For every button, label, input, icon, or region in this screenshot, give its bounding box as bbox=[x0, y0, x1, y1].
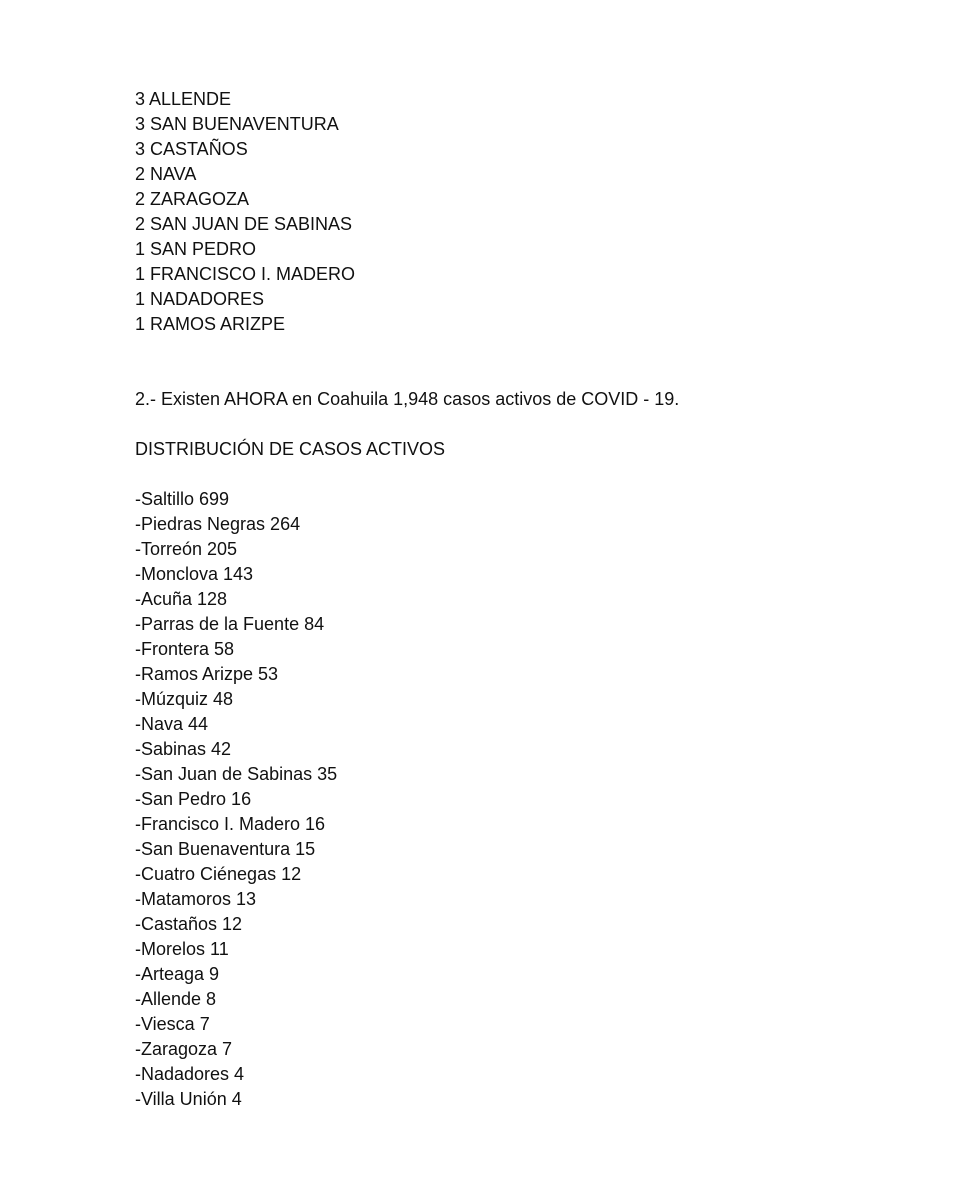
list-item: 1 FRANCISCO I. MADERO bbox=[135, 264, 356, 284]
list-item: 1 RAMOS ARIZPE bbox=[135, 314, 286, 334]
list-item: 2 ZARAGOZA bbox=[135, 189, 250, 209]
list-item: -Villa Unión 4 bbox=[135, 1089, 242, 1109]
list-item: -Sabinas 42 bbox=[135, 739, 232, 759]
list-item: -Zaragoza 7 bbox=[135, 1039, 233, 1059]
list-item: 1 NADADORES bbox=[135, 289, 265, 309]
list-item: -Frontera 58 bbox=[135, 639, 235, 659]
spacer bbox=[135, 337, 915, 387]
list-item: -Nava 44 bbox=[135, 714, 209, 734]
list-item: -Francisco I. Madero 16 bbox=[135, 814, 326, 834]
list-item: -Acuña 128 bbox=[135, 589, 228, 609]
list-item: 2 SAN JUAN DE SABINAS bbox=[135, 214, 353, 234]
list-item: -San Pedro 16 bbox=[135, 789, 252, 809]
list-item: -Nadadores 4 bbox=[135, 1064, 245, 1084]
list-item: 3 CASTAÑOS bbox=[135, 139, 248, 159]
list-item: -Piedras Negras 264 bbox=[135, 514, 301, 534]
list-item: -Múzquiz 48 bbox=[135, 689, 234, 709]
new-cases-list bbox=[135, 87, 915, 337]
document-body bbox=[135, 87, 915, 1112]
distribution-heading: DISTRIBUCIÓN DE CASOS ACTIVOS bbox=[135, 439, 446, 459]
list-item: -San Juan de Sabinas 35 bbox=[135, 764, 338, 784]
list-item: -Monclova 143 bbox=[135, 564, 254, 584]
list-item: -Torreón 205 bbox=[135, 539, 238, 559]
list-item: -San Buenaventura 15 bbox=[135, 839, 316, 859]
list-item: -Allende 8 bbox=[135, 989, 217, 1009]
list-item: -Castaños 12 bbox=[135, 914, 243, 934]
list-item: 3 SAN BUENAVENTURA bbox=[135, 114, 339, 134]
list-item: -Ramos Arizpe 53 bbox=[135, 664, 279, 684]
active-cases-summary: 2.- Existen AHORA en Coahuila 1,948 casos activos de COVID - 19. bbox=[135, 389, 680, 409]
list-item: -Parras de la Fuente 84 bbox=[135, 614, 325, 634]
distribution-list bbox=[135, 487, 915, 1112]
spacer bbox=[135, 412, 915, 437]
spacer bbox=[135, 462, 915, 487]
list-item: 3 ALLENDE bbox=[135, 89, 232, 109]
list-item: -Viesca 7 bbox=[135, 1014, 210, 1034]
list-item: -Arteaga 9 bbox=[135, 964, 220, 984]
list-item: 1 SAN PEDRO bbox=[135, 239, 257, 259]
list-item: -Saltillo 699 bbox=[135, 489, 230, 509]
list-item: -Matamoros 13 bbox=[135, 889, 257, 909]
list-item: -Morelos 11 bbox=[135, 939, 229, 959]
list-item: -Cuatro Ciénegas 12 bbox=[135, 864, 302, 884]
list-item: 2 NAVA bbox=[135, 164, 197, 184]
